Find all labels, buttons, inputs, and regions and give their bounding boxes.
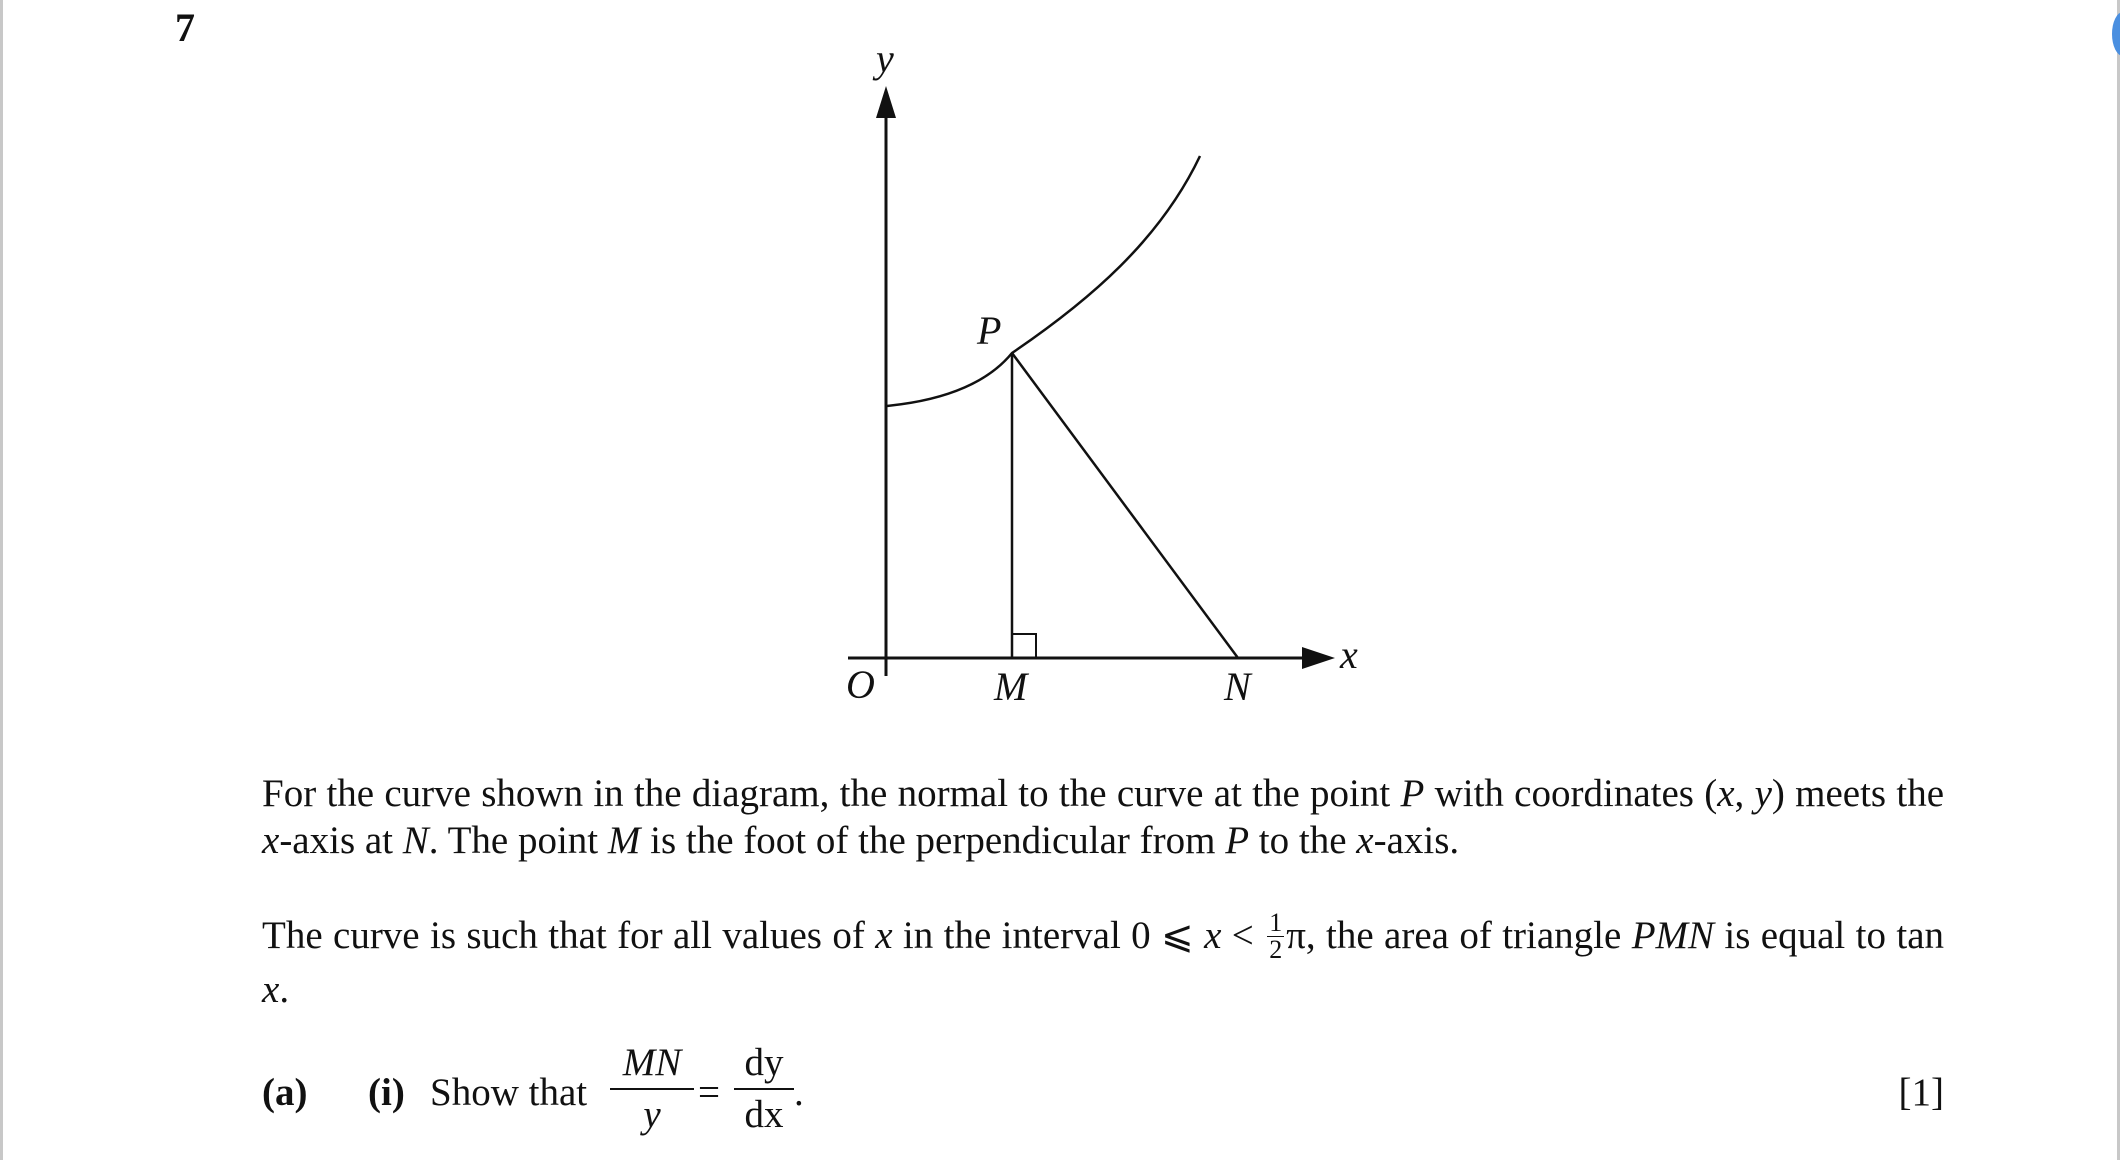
x-axis-label: x <box>1340 632 1358 677</box>
period: . <box>794 1071 804 1114</box>
normal-pn <box>1012 353 1238 658</box>
x-axis-arrowhead <box>1302 647 1335 669</box>
marks-label: [1] <box>1898 1071 1944 1114</box>
subpart-i-label: (i) <box>368 1071 405 1114</box>
right-angle-marker <box>1012 634 1036 658</box>
rhs-fraction: dy dx <box>734 1040 794 1138</box>
paragraph-2: The curve is such that for all values of x in the interval 0 ⩽ x < $\frac{1}{2}$ π, the area of triangle PMN is equal to tan x. <box>262 907 1945 1011</box>
y-axis-label: y <box>876 36 894 81</box>
origin-label: O <box>846 662 875 707</box>
curve <box>886 156 1200 406</box>
paragraph-1: For the curve shown in the diagram, the normal to the curve at the point P with coordinates (x, y) meets the x-axis at N. The point M is the foot of the perpendicular from P to the x-axis. <box>262 772 1945 862</box>
point-m-label: M <box>994 664 1028 709</box>
point-p-label: P <box>977 308 1002 353</box>
lhs-fraction: MN y <box>610 1040 694 1138</box>
show-that-text: Show that <box>430 1071 588 1114</box>
equals-sign: = <box>698 1071 720 1114</box>
question-number: 7 <box>175 5 195 50</box>
y-axis-arrowhead <box>876 86 896 118</box>
part-a-label: (a) <box>262 1071 308 1114</box>
part-a-row <box>262 1040 1944 1140</box>
half-fraction: $\frac{1}{2}$ <box>1269 907 1283 964</box>
point-n-label: N <box>1224 664 1251 709</box>
